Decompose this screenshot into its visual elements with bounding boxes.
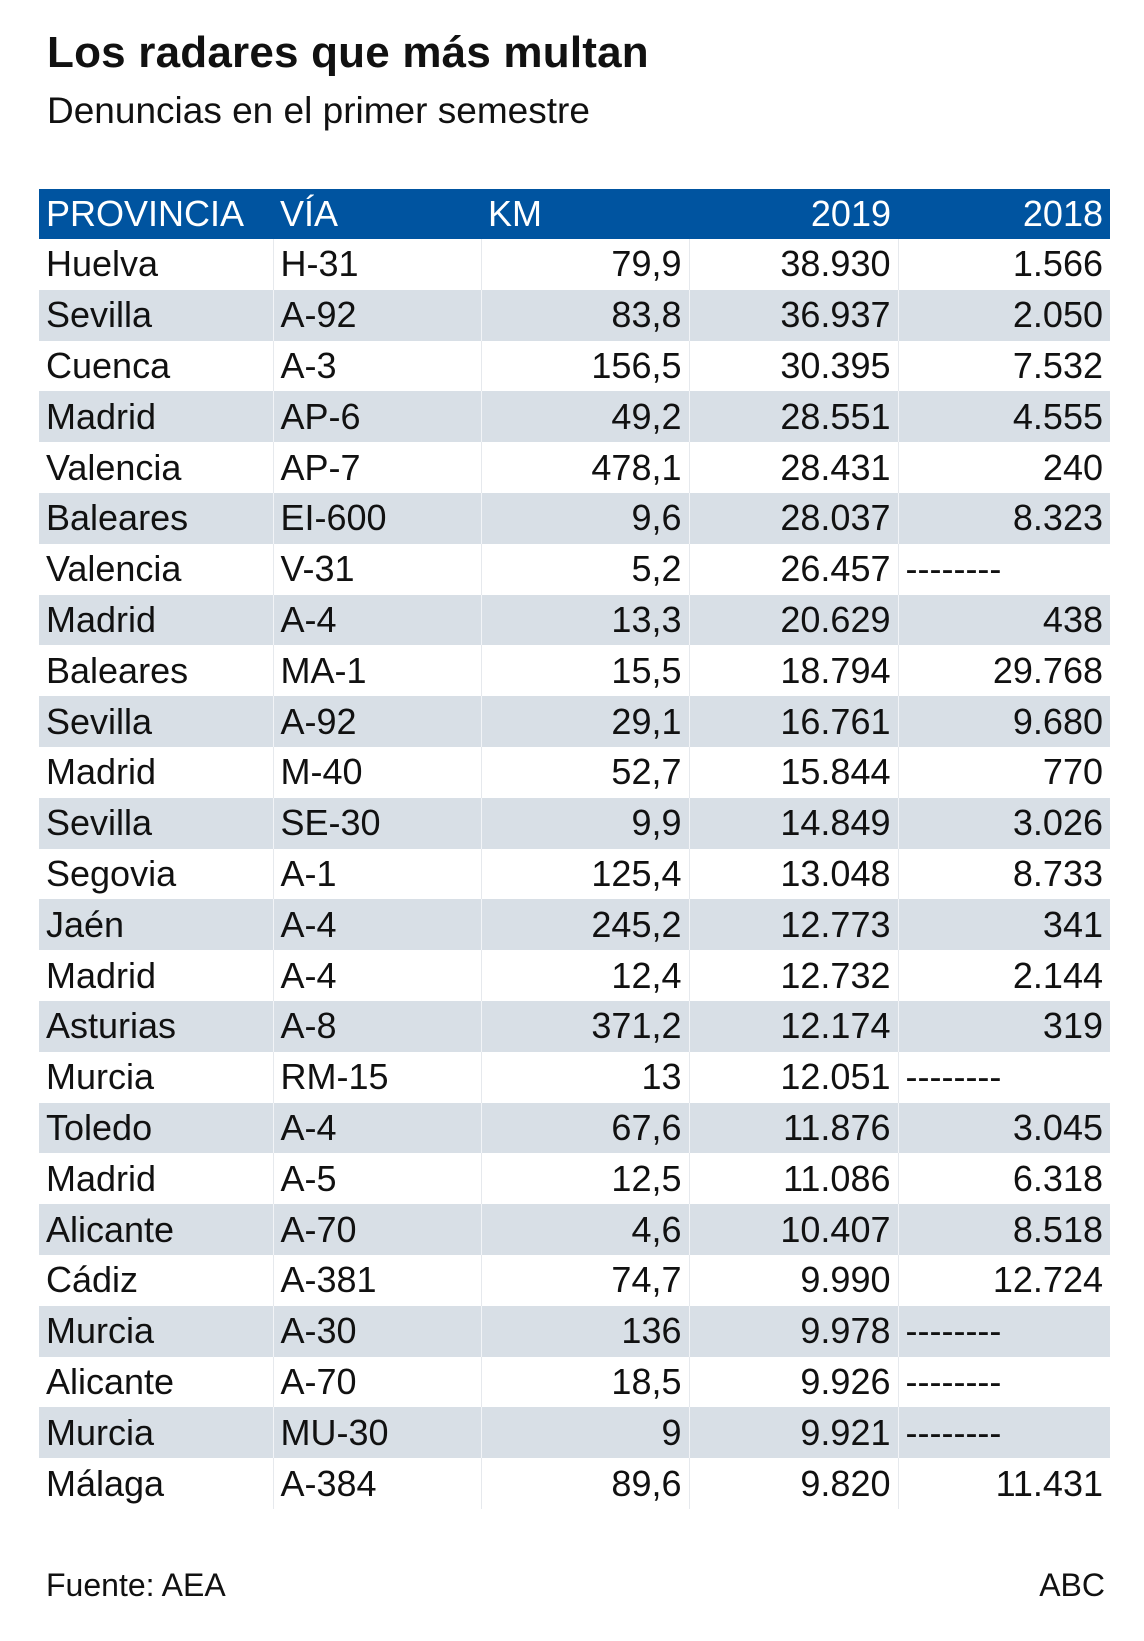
column-header-km: KM [488,193,542,234]
via-cell: MA-1 [273,645,481,696]
km-cell: 9 [481,1407,689,1458]
value-2019-cell: 28.037 [689,493,898,544]
provincia-cell: Madrid [46,751,157,793]
value-2018-cell: -------- [898,1357,1110,1408]
chart-subtitle: Denuncias en el primer semestre [47,90,590,131]
value-2019-cell: 26.457 [689,544,898,595]
provincia-cell: Sevilla [46,294,153,336]
value-2019-cell: 9.921 [689,1407,898,1458]
value-2019-cell: 14.849 [689,798,898,849]
value-2019-cell: 12.051 [689,1052,898,1103]
value-2019-cell: 18.794 [689,645,898,696]
value-2019-cell: 28.431 [689,442,898,493]
table-row [39,1255,1110,1306]
table-row [39,747,1110,798]
table-row [39,391,1110,442]
table-row [39,1204,1110,1255]
km-cell: 49,2 [481,391,689,442]
value-2018-cell: 319 [898,1001,1110,1052]
value-2018-cell: 7.532 [898,341,1110,392]
via-cell: A-92 [273,290,481,341]
km-cell: 74,7 [481,1255,689,1306]
value-2019-cell: 30.395 [689,341,898,392]
km-cell: 18,5 [481,1357,689,1408]
via-cell: A-4 [273,1103,481,1154]
value-2018-cell: -------- [898,544,1110,595]
via-cell: A-30 [273,1306,481,1357]
table-row [39,544,1110,595]
via-cell: A-4 [273,595,481,646]
via-cell: RM-15 [273,1052,481,1103]
via-cell: A-5 [273,1153,481,1204]
table-row [39,849,1110,900]
km-cell: 89,6 [481,1458,689,1509]
table-row [39,239,1110,290]
value-2019-cell: 36.937 [689,290,898,341]
via-cell: H-31 [273,239,481,290]
table-row [39,899,1110,950]
value-2019-cell: 12.773 [689,899,898,950]
value-2018-cell: 341 [898,899,1110,950]
provincia-cell: Madrid [46,395,157,437]
value-2018-cell: 8.518 [898,1204,1110,1255]
table-row [39,1306,1110,1357]
provincia-cell: Madrid [46,1157,157,1199]
value-2018-cell: 4.555 [898,391,1110,442]
via-cell: AP-6 [273,391,481,442]
provincia-cell: Baleares [46,649,189,691]
value-2018-cell: 438 [898,595,1110,646]
km-cell: 9,6 [481,493,689,544]
km-cell: 13,3 [481,595,689,646]
provincia-cell: Madrid [46,954,157,996]
via-cell: V-31 [273,544,481,595]
value-2018-cell: 3.045 [898,1103,1110,1154]
provincia-cell: Sevilla [46,700,153,742]
value-2018-cell: 770 [898,747,1110,798]
via-cell: A-8 [273,1001,481,1052]
table-row [39,1001,1110,1052]
via-cell: A-3 [273,341,481,392]
value-2018-cell: 3.026 [898,798,1110,849]
km-cell: 79,9 [481,239,689,290]
source-note: Fuente: AEA [46,1567,226,1603]
value-2018-cell: 8.733 [898,849,1110,900]
provincia-cell: Murcia [46,1056,155,1098]
km-cell: 136 [481,1306,689,1357]
value-2018-cell: 9.680 [898,696,1110,747]
km-cell: 9,9 [481,798,689,849]
value-2019-cell: 13.048 [689,849,898,900]
value-2018-cell: 29.768 [898,645,1110,696]
value-2018-cell: 6.318 [898,1153,1110,1204]
chart-title: Los radares que más multan [47,28,649,77]
column-header-provincia: PROVINCIA [46,193,245,234]
provincia-cell: Cádiz [46,1259,139,1301]
value-2019-cell: 9.978 [689,1306,898,1357]
km-cell: 15,5 [481,645,689,696]
table-row [39,595,1110,646]
km-cell: 125,4 [481,849,689,900]
value-2019-cell: 9.990 [689,1255,898,1306]
value-2019-cell: 38.930 [689,239,898,290]
value-2019-cell: 12.174 [689,1001,898,1052]
value-2019-cell: 9.820 [689,1458,898,1509]
provincia-cell: Madrid [46,598,157,640]
value-2018-cell: -------- [898,1407,1110,1458]
via-cell: EI-600 [273,493,481,544]
value-2019-cell: 28.551 [689,391,898,442]
value-2018-cell: 8.323 [898,493,1110,544]
value-2018-cell: 240 [898,442,1110,493]
column-header-2019: 2019 [810,193,891,234]
value-2019-cell: 11.876 [689,1103,898,1154]
table-row [39,1458,1110,1509]
provincia-cell: Cuenca [46,344,171,386]
via-cell: A-70 [273,1204,481,1255]
table-row [39,290,1110,341]
km-cell: 156,5 [481,341,689,392]
via-cell: A-381 [273,1255,481,1306]
km-cell: 371,2 [481,1001,689,1052]
table-row [39,1153,1110,1204]
provincia-cell: Huelva [46,243,159,285]
provincia-cell: Alicante [46,1208,175,1250]
via-cell: M-40 [273,747,481,798]
via-cell: A-4 [273,950,481,1001]
provincia-cell: Murcia [46,1310,155,1352]
via-cell: SE-30 [273,798,481,849]
publisher-credit: ABC [1039,1567,1105,1603]
provincia-cell: Valencia [46,446,182,488]
table-row [39,1407,1110,1458]
column-header-via: VÍA [280,193,339,234]
provincia-cell: Jaén [46,903,125,945]
via-cell: AP-7 [273,442,481,493]
column-header-2018: 2018 [1022,193,1103,234]
table-row [39,493,1110,544]
value-2019-cell: 12.732 [689,950,898,1001]
via-cell: A-1 [273,849,481,900]
provincia-cell: Toledo [46,1106,153,1148]
km-cell: 13 [481,1052,689,1103]
table-body [39,239,1110,1509]
via-cell: A-4 [273,899,481,950]
km-cell: 67,6 [481,1103,689,1154]
value-2018-cell: 2.144 [898,950,1110,1001]
table-row [39,950,1110,1001]
value-2019-cell: 16.761 [689,696,898,747]
table-row [39,645,1110,696]
km-cell: 12,5 [481,1153,689,1204]
value-2018-cell: -------- [898,1306,1110,1357]
value-2019-cell: 10.407 [689,1204,898,1255]
value-2018-cell: 11.431 [898,1458,1110,1509]
value-2018-cell: -------- [898,1052,1110,1103]
provincia-cell: Segovia [46,852,177,894]
table-header [39,189,1110,239]
km-cell: 5,2 [481,544,689,595]
provincia-cell: Baleares [46,497,189,539]
km-cell: 4,6 [481,1204,689,1255]
table-row [39,1052,1110,1103]
header-row [39,189,1110,239]
radar-table [39,189,1110,1509]
km-cell: 12,4 [481,950,689,1001]
value-2019-cell: 15.844 [689,747,898,798]
provincia-cell: Sevilla [46,802,153,844]
table-row [39,696,1110,747]
via-cell: A-384 [273,1458,481,1509]
value-2018-cell: 1.566 [898,239,1110,290]
value-2019-cell: 9.926 [689,1357,898,1408]
via-cell: A-70 [273,1357,481,1408]
table-row [39,1357,1110,1408]
table-row [39,341,1110,392]
value-2018-cell: 2.050 [898,290,1110,341]
via-cell: A-92 [273,696,481,747]
km-cell: 245,2 [481,899,689,950]
via-cell: MU-30 [273,1407,481,1458]
value-2018-cell: 12.724 [898,1255,1110,1306]
value-2019-cell: 11.086 [689,1153,898,1204]
provincia-cell: Asturias [46,1005,177,1047]
km-cell: 52,7 [481,747,689,798]
km-cell: 83,8 [481,290,689,341]
km-cell: 29,1 [481,696,689,747]
provincia-cell: Málaga [46,1462,165,1504]
table-row [39,1103,1110,1154]
provincia-cell: Murcia [46,1411,155,1453]
km-cell: 478,1 [481,442,689,493]
table-row [39,442,1110,493]
value-2019-cell: 20.629 [689,595,898,646]
provincia-cell: Valencia [46,548,182,590]
provincia-cell: Alicante [46,1360,175,1402]
table-row [39,798,1110,849]
